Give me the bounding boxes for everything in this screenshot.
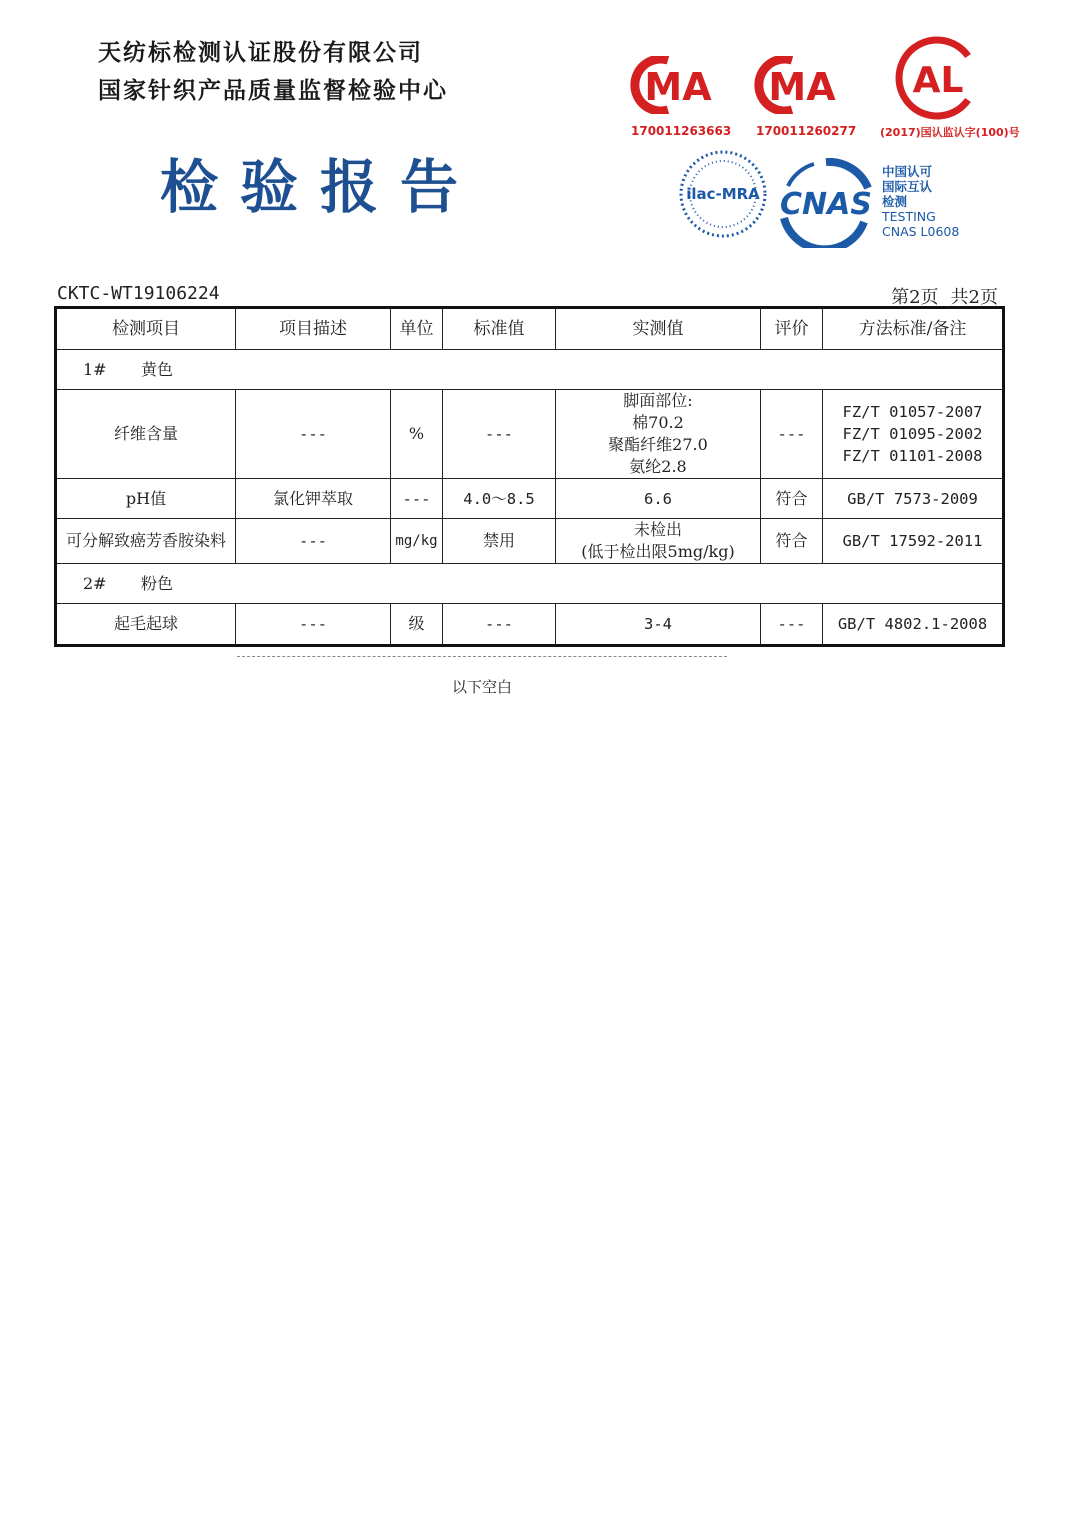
blank-note: 以下空白 [452, 678, 513, 696]
cma-number: 170011260277 [756, 124, 857, 138]
method-standard: GB/T 7573-2009 [823, 479, 1004, 519]
cnas-line: TESTING [882, 209, 936, 224]
unit: % [391, 390, 443, 479]
table-row [56, 519, 1004, 564]
item-desc: --- [236, 604, 391, 646]
col-header: 评价 [761, 308, 823, 350]
unit: 级 [391, 604, 443, 646]
test-item: 起毛起球 [56, 604, 236, 646]
cal-text: AL [912, 60, 964, 101]
sample-row [56, 350, 1004, 390]
evaluation: 符合 [761, 479, 823, 519]
method-standard [823, 390, 1004, 479]
cnas-line: 检测 [882, 194, 908, 209]
unit: mg/kg [391, 519, 443, 564]
table-row [56, 604, 1004, 646]
standard-value: 4.0～8.5 [443, 479, 556, 519]
standard-value: 禁用 [443, 519, 556, 564]
test-item: pH值 [56, 479, 236, 519]
cnas-line: 国际互认 [882, 179, 933, 194]
item-desc: --- [236, 390, 391, 479]
cal-number: (2017)国认监认字(100)号 [880, 126, 1020, 139]
test-item: 纤维含量 [56, 390, 236, 479]
center-name: 国家针织产品质量监督检验中心 [98, 78, 448, 104]
measured-line: 棉70.2 [632, 413, 684, 432]
measured-line: 未检出 [633, 520, 682, 539]
measured-line: 氨纶2.8 [629, 457, 687, 476]
method-line: FZ/T 01101-2008 [842, 447, 983, 465]
method-standard: GB/T 17592-2011 [823, 519, 1004, 564]
standard-value: --- [443, 604, 556, 646]
cnas-globe-icon [774, 158, 878, 248]
report-title: 检验报告 [160, 153, 481, 221]
measured-line: 脚面部位: [623, 391, 693, 410]
sample-cell [56, 350, 1004, 390]
col-header: 方法标准/备注 [823, 308, 1004, 350]
item-desc: 氯化钾萃取 [236, 479, 391, 519]
measured-value: 6.6 [556, 479, 761, 519]
end-divider [237, 656, 727, 657]
cma-mark-icon [628, 56, 724, 114]
col-header: 项目描述 [236, 308, 391, 350]
measured-value: 3-4 [556, 604, 761, 646]
measured-value [556, 390, 761, 479]
results-table [54, 306, 1005, 647]
cma-number: 170011263663 [631, 124, 732, 138]
sample-cell [56, 564, 1004, 604]
cal-mark-icon [890, 36, 982, 120]
col-header: 标准值 [443, 308, 556, 350]
sample-color: 粉色 [141, 573, 174, 593]
report-number: CKTC-WT19106224 [57, 283, 220, 304]
sample-color: 黄色 [141, 359, 174, 379]
sample-number: 1# [83, 359, 107, 379]
sample-number: 2# [83, 573, 107, 593]
method-standard: GB/T 4802.1-2008 [823, 604, 1004, 646]
table-header-row [56, 308, 1004, 350]
evaluation: --- [761, 604, 823, 646]
page-current: 第2页 [891, 287, 939, 308]
cma-mark-icon [752, 56, 848, 114]
item-desc: --- [236, 519, 391, 564]
method-line: FZ/T 01095-2002 [842, 425, 983, 443]
cnas-text: CNAS [780, 187, 872, 222]
ilac-mra-icon [678, 144, 768, 244]
evaluation: --- [761, 390, 823, 479]
org-name: 天纺标检测认证股份有限公司 [98, 40, 423, 66]
sample-row [56, 564, 1004, 604]
method-line: FZ/T 01057-2007 [842, 403, 983, 421]
table-row [56, 390, 1004, 479]
evaluation: 符合 [761, 519, 823, 564]
cnas-line: 中国认可 [882, 164, 933, 179]
cma-text: MA [768, 65, 836, 109]
cnas-line: CNAS L0608 [882, 224, 960, 239]
measured-line: (低于检出限5mg/kg) [581, 542, 735, 561]
cnas-caption [882, 164, 959, 239]
test-item: 可分解致癌芳香胺染料 [56, 519, 236, 564]
ilac-text: ilac-MRA [686, 185, 760, 203]
cma-text: MA [644, 65, 712, 109]
measured-value [556, 519, 761, 564]
measured-line: 聚酯纤维27.0 [608, 435, 708, 454]
col-header: 实测值 [556, 308, 761, 350]
standard-value: --- [443, 390, 556, 479]
col-header: 检测项目 [56, 308, 236, 350]
page-total: 共2页 [950, 287, 998, 308]
table-row [56, 479, 1004, 519]
col-header: 单位 [391, 308, 443, 350]
unit: --- [391, 479, 443, 519]
